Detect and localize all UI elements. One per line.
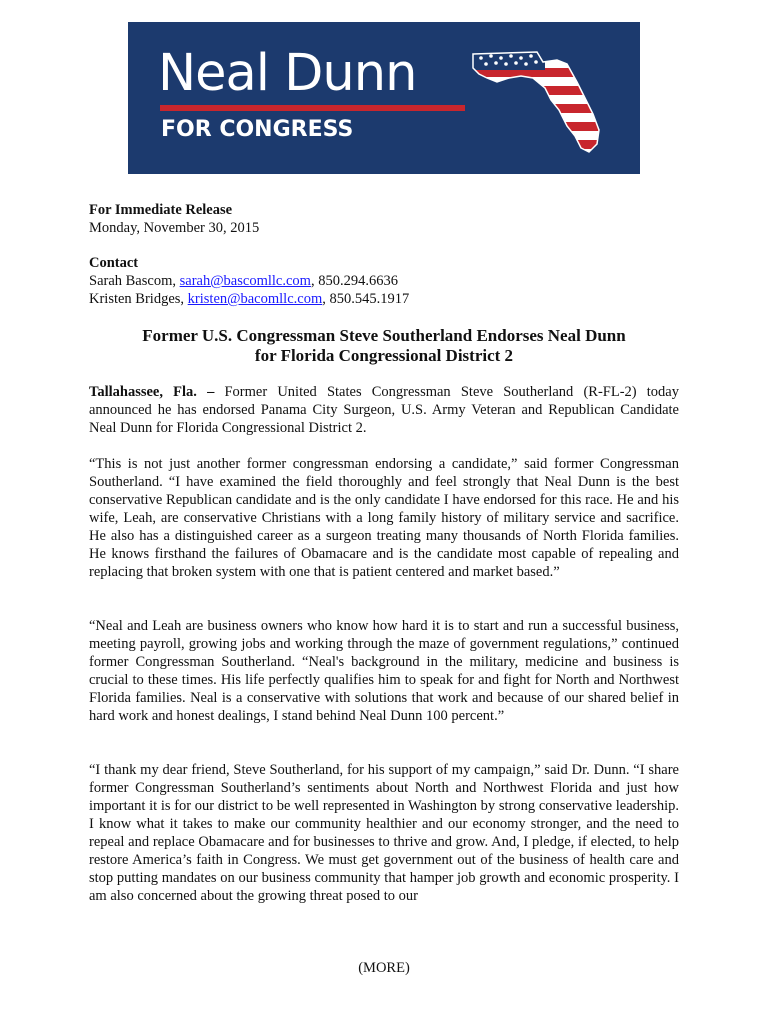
contact-phone: , 850.294.6636 [310,273,398,289]
contact-name: Sarah Bascom, [89,273,180,289]
release-block [89,201,679,237]
body-paragraph: “I thank my dear friend, Steve Southerland, for his support of my campaign,” said Dr. Dunn. “I share former Congressman Southerland’s sentiments about North and Northwest Florida and just how important it is for our district to be well represented in Washington by strong conservative leadership. I know what it takes to make our community healthier and our economy stronger, and the need to repeal and replace Obamacare and for businesses to thrive and grow. And, I pledge, if elected, to help restore America’s faith in Congress. We must get government out of the business of health care and stop putting mandates on our business community that hamper job growth and economic prosperity. I am also concerned about the growing threat posed to our [89,762,679,904]
florida-flag-icon [471,48,603,156]
contact-name: Kristen Bridges, [89,291,188,307]
contact-block [89,254,679,308]
headline-line: for Florida Congressional District 2 [254,346,514,365]
dateline: Tallahassee, Fla. – [89,384,215,400]
campaign-banner [128,22,640,174]
contact-line [89,290,679,308]
contact-email-link[interactable]: kristen@bacomllc.com [187,291,323,307]
contact-phone: , 850.545.1917 [322,291,410,307]
paragraph-text: Former United States Congressman Steve Southerland (R-FL-2) today announced he has endorsed Panama City Surgeon, U.S. Army Veteran and Republican Candidate Neal Dunn for Florida Congressional District 2. [89,384,679,436]
contact-label: Contact [89,255,139,271]
body-paragraph: “Neal and Leah are business owners who know how hard it is to start and run a successful business, meeting payroll, growing jobs and working through the maze of government regulations,” continued former Congressman Southerland. “Neal's background in the military, medicine and business is crucial to these times. His life perfectly qualifies him to speak for and fight for North and Northwest Florida families. Neal is a conservative with solutions that work and because of our shared belief in hard work and honest dealings, I stand behind Neal Dunn 100 percent.” [89,618,679,724]
banner-subtitle: FOR CONGRESS [161,117,354,142]
banner-red-rule [160,105,465,111]
contact-line [89,272,679,290]
press-headline [89,326,679,366]
release-label: For Immediate Release [89,202,233,218]
headline-line: Former U.S. Congressman Steve Southerland Endorses Neal Dunn [142,326,626,345]
release-date: Monday, November 30, 2015 [89,220,260,236]
more-footer: (MORE) [358,960,410,976]
body-paragraph: “This is not just another former congressman endorsing a candidate,” said former Congressman Southerland. “I have examined the field thoroughly and feel strongly that Neal Dunn is the best conservative Republican candidate and is the only candidate I have endorsed for this race. He and his wife, Leah, are conservative Christians with a long family history of military service and sacrifice. He also has a distinguished career as a surgeon treating many thousands of North Florida families. He knows firsthand the failures of Obamacare and is the candidate most capable of repealing and replacing that broken system with one that is patient centered and market based.” [89,456,679,580]
body-paragraph [89,383,679,437]
contact-email-link[interactable]: sarah@bascomllc.com [179,273,311,289]
banner-name: Neal Dunn [158,44,417,103]
